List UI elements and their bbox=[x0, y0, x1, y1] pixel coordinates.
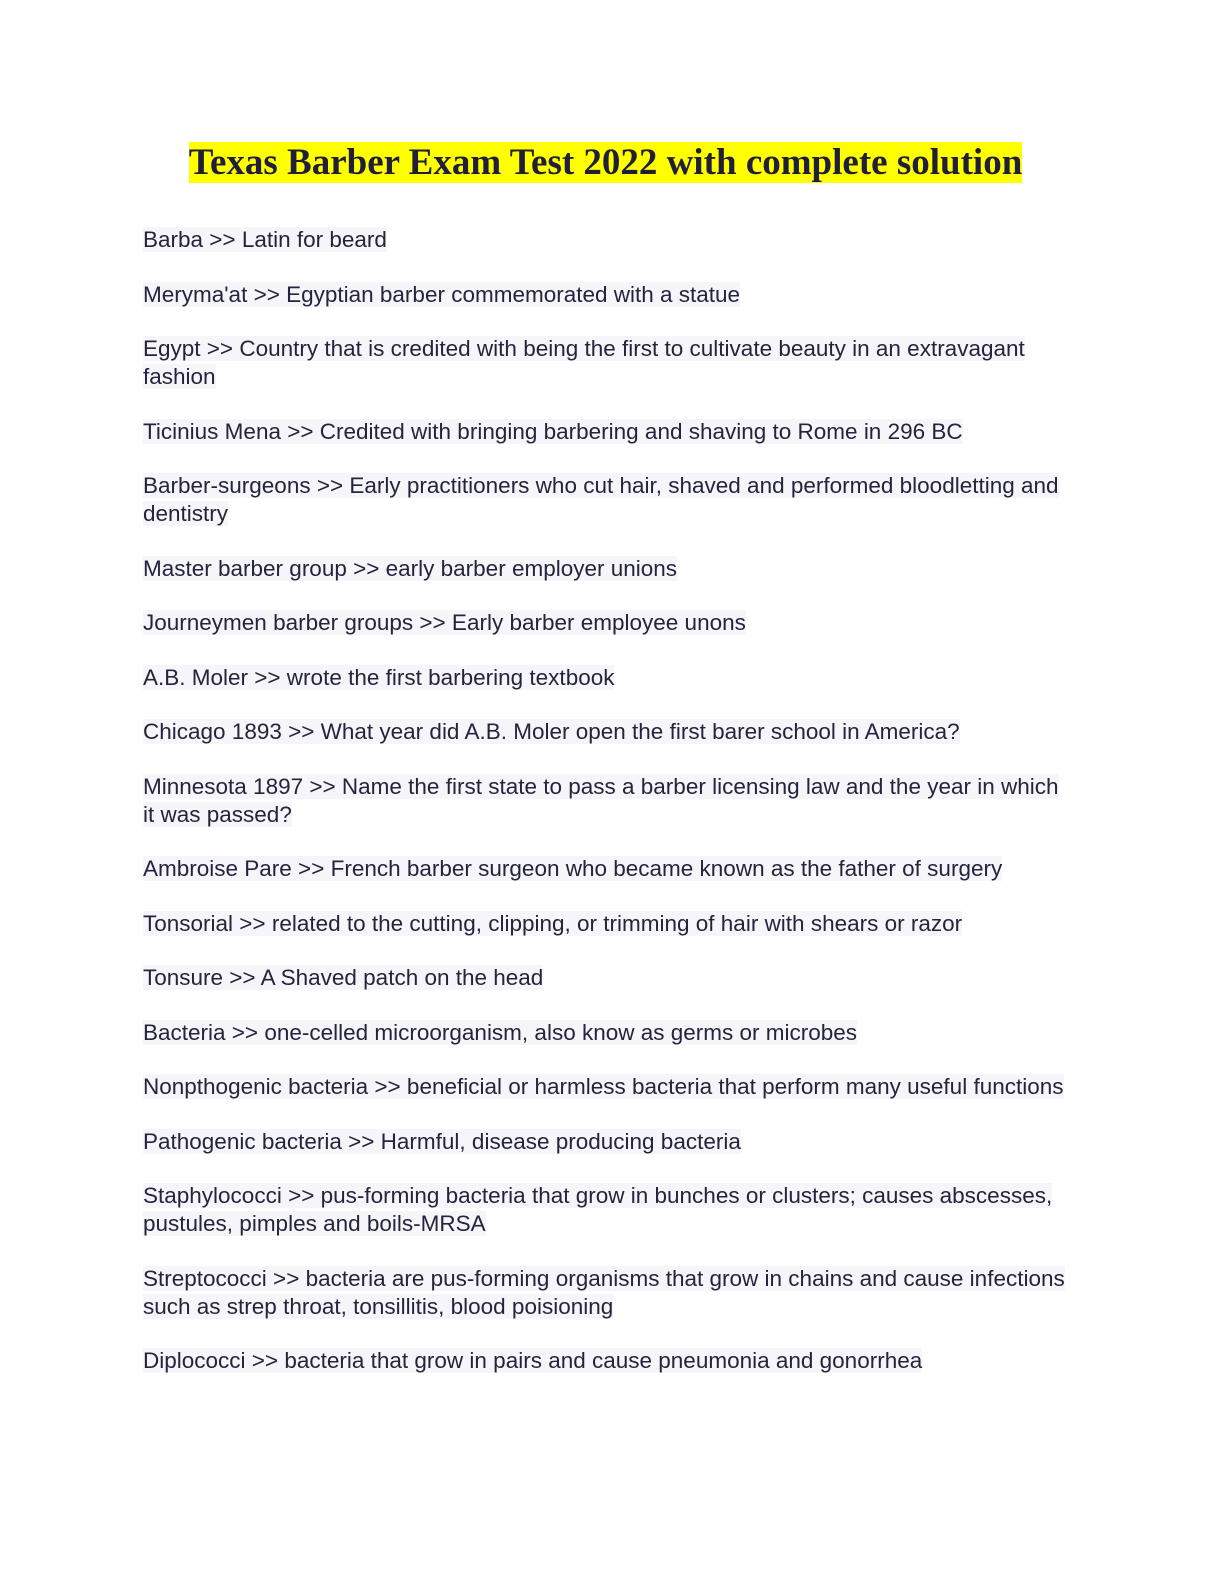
flashcard-entry bbox=[143, 226, 1073, 254]
flashcard-entry bbox=[143, 281, 1073, 309]
flashcard-entry bbox=[143, 555, 1073, 583]
flashcard-entry bbox=[143, 855, 1073, 883]
flashcard-entry bbox=[143, 609, 1073, 637]
flashcard-text: Pathogenic bacteria >> Harmful, disease producing bacteria bbox=[143, 1128, 741, 1154]
flashcard-text: Chicago 1893 >> What year did A.B. Moler open the first barer school in America? bbox=[143, 719, 960, 744]
flashcard-entry bbox=[143, 1128, 1073, 1156]
flashcard-entry bbox=[143, 718, 1073, 746]
flashcard-entry bbox=[143, 335, 1073, 391]
flashcard-text: Nonpthogenic bacteria >> beneficial or harmless bacteria that perform many useful functions bbox=[143, 1074, 1064, 1099]
flashcard-text: Barber-surgeons >> Early practitioners who cut hair, shaved and performed bloodletting and dentistry bbox=[143, 473, 1059, 526]
flashcard-text: Barba >> Latin for beard bbox=[143, 227, 387, 252]
flashcard-entry bbox=[143, 1347, 1073, 1375]
flashcard-entry bbox=[143, 1182, 1073, 1238]
flashcard-text: Egypt >> Country that is credited with being the first to cultivate beauty in an extravagant fashion bbox=[143, 336, 1025, 389]
title-text: Texas Barber Exam Test 2022 with complete solution bbox=[188, 142, 1023, 183]
flashcard-text: Ambroise Pare >> French barber surgeon who became known as the father of surgery bbox=[143, 856, 1003, 881]
flashcard-text: Streptococci >> bacteria are pus-forming organisms that grow in chains and cause infections such as strep throat, tonsillitis, blood poisioning bbox=[143, 1265, 1065, 1319]
flashcard-text: Tonsure >> A Shaved patch on the head bbox=[143, 965, 544, 990]
flashcard-entry bbox=[143, 418, 1073, 446]
flashcard-entry bbox=[143, 1073, 1073, 1101]
flashcard-entry bbox=[143, 773, 1073, 829]
document-title bbox=[143, 141, 1068, 185]
flashcard-text: Minnesota 1897 >> Name the first state to pass a barber licensing law and the year in which it was passed? bbox=[143, 773, 1059, 827]
flashcard-text: Ticinius Mena >> Credited with bringing barbering and shaving to Rome in 296 BC bbox=[143, 418, 963, 444]
flashcard-text: Staphylococci >> pus-forming bacteria that grow in bunches or clusters; causes abscesses, pustules, pimples and boils-MRSA bbox=[143, 1183, 1053, 1236]
flashcard-entry bbox=[143, 472, 1073, 528]
flashcard-text: Bacteria >> one-celled microorganism, also know as germs or microbes bbox=[143, 1019, 858, 1045]
flashcard-list bbox=[143, 226, 1073, 1402]
flashcard-text: Meryma'at >> Egyptian barber commemorated with a statue bbox=[143, 281, 741, 307]
flashcard-entry bbox=[143, 664, 1073, 692]
flashcard-text: Journeymen barber groups >> Early barber employee unons bbox=[143, 610, 746, 635]
flashcard-text: Tonsorial >> related to the cutting, clipping, or trimming of hair with shears or razor bbox=[143, 910, 963, 936]
flashcard-text: Diplococci >> bacteria that grow in pairs and cause pneumonia and gonorrhea bbox=[143, 1348, 923, 1373]
flashcard-entry bbox=[143, 964, 1073, 992]
flashcard-entry bbox=[143, 1019, 1073, 1047]
flashcard-entry bbox=[143, 1265, 1073, 1321]
flashcard-text: Master barber group >> early barber employer unions bbox=[143, 555, 678, 581]
flashcard-text: A.B. Moler >> wrote the first barbering textbook bbox=[143, 664, 615, 690]
flashcard-entry bbox=[143, 910, 1073, 938]
